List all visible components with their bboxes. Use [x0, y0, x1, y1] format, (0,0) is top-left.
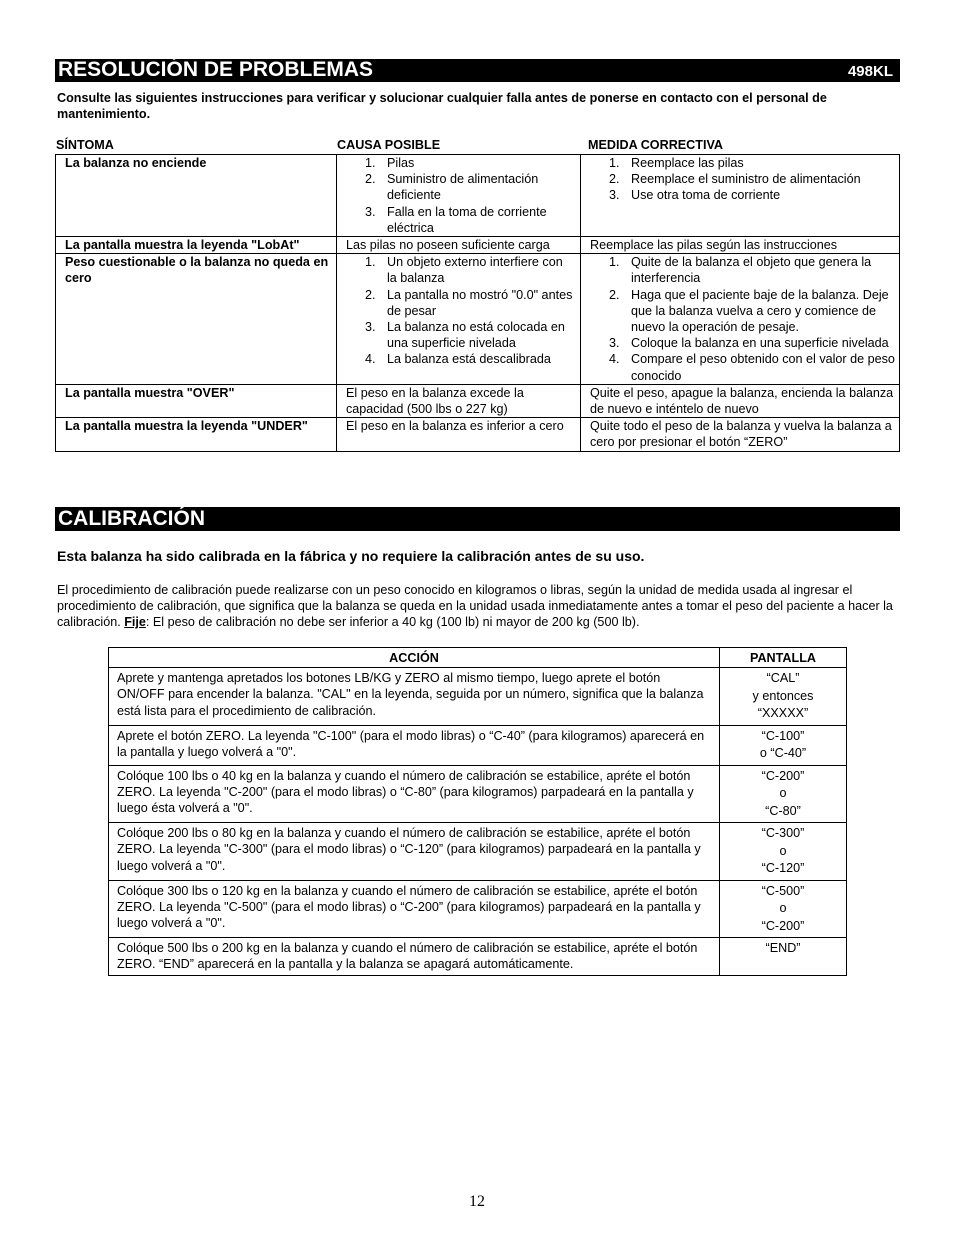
display-line: “C-200”	[761, 918, 805, 933]
column-header-fix: MEDIDA CORRECTIVA	[588, 138, 724, 152]
section-title: RESOLUCIÓN DE PROBLEMAS	[58, 58, 374, 81]
display-cell	[720, 938, 847, 975]
calibration-note: Esta balanza ha sido calibrada en la fábrica y no requiere la calibración antes de su uso.	[57, 548, 645, 564]
symptom-cell: La pantalla muestra "OVER"	[56, 384, 337, 417]
fix-cell: Quite el peso, apague la balanza, encienda la balanza de nuevo e inténtelo de nuevo	[581, 384, 900, 417]
display-line: “C-200”	[761, 768, 805, 783]
note-label: Fije	[124, 615, 146, 630]
fix-list	[590, 254, 895, 384]
display-line: o “C-40”	[759, 746, 807, 761]
table-header-row	[109, 648, 847, 668]
table-row	[109, 823, 847, 881]
display-line: “XXXXX”	[757, 706, 809, 721]
list-item: 1. Pilas	[379, 155, 576, 171]
symptom-cell: La pantalla muestra la leyenda "UNDER"	[56, 418, 337, 451]
calibration-table	[108, 647, 847, 976]
display-line: o	[779, 786, 787, 801]
page-number: 12	[469, 1193, 485, 1210]
action-cell: Colóque 300 lbs o 120 kg en la balanza y cuando el número de calibración se estabilice, apréte el botón ZERO. La leyenda "C-500" (para el modo libras) o “C-200” (para kilogramos) parpadeará en la pantalla y luego volverá a "0".	[109, 880, 720, 938]
action-cell: Aprete el botón ZERO. La leyenda "C-100" (para el modo libras) o “C-40” (para kilogramos) aparecerá en la pantalla y luego volverá a "0".	[109, 725, 720, 765]
table-row	[109, 880, 847, 938]
cause-cell	[337, 155, 581, 237]
list-item: 1. Quite de la balanza el objeto que genera la interferencia	[623, 254, 895, 286]
symptom-cell: Peso cuestionable o la balanza no queda en cero	[56, 254, 337, 385]
section-header-calibration	[55, 507, 900, 531]
list-item: 1. Un objeto externo interfiere con la balanza	[379, 254, 576, 286]
intro-text: Consulte las siguientes instrucciones para verificar y solucionar cualquier falla antes de ponerse en contacto con el personal de mantenimiento.	[57, 91, 827, 121]
display-cell	[720, 668, 847, 726]
paragraph-main: El procedimiento de calibración puede realizarse con un peso conocido en kilogramos o libras, según la unidad de medida usada al ingresar el procedimiento de calibración, que significa que la balanza se queda en la unidad usada inmediatamente antes a tomar el peso del paciente a hacer la calibración.	[57, 583, 893, 630]
list-item: 3. Coloque la balanza en una superficie nivelada	[623, 335, 895, 351]
column-header-cause: CAUSA POSIBLE	[337, 138, 441, 152]
paragraph-note: : El peso de calibración no debe ser inferior a 40 kg (100 lb) ni mayor de 200 kg (500 lb).	[145, 615, 640, 630]
table-row	[109, 765, 847, 823]
display-line: “C-80”	[765, 803, 801, 818]
fix-cell: Quite todo el peso de la balanza y vuelva la balanza a cero por presionar el botón “ZERO”	[581, 418, 900, 451]
list-item: 3. La balanza no está colocada en una superficie nivelada	[379, 319, 576, 351]
display-line: o	[779, 901, 787, 916]
list-item: 2. Suministro de alimentación deficiente	[379, 171, 576, 203]
fix-cell	[581, 254, 900, 385]
table-row	[56, 418, 900, 451]
display-line: “C-500”	[761, 883, 805, 898]
list-item: 3. Use otra toma de corriente	[623, 187, 895, 203]
table-row	[56, 155, 900, 237]
action-cell: Colóque 500 lbs o 200 kg en la balanza y cuando el número de calibración se estabilice, apréte el botón ZERO. “END” aparecerá en la pantalla y la balanza se apagará automáticamente.	[109, 938, 720, 975]
header-action: ACCIÓN	[109, 648, 720, 668]
cause-list	[346, 155, 576, 236]
cause-cell: Las pilas no poseen suficiente carga	[337, 237, 581, 254]
symptom-cell: La pantalla muestra la leyenda "LobAt"	[56, 237, 337, 254]
display-line: “C-120”	[761, 861, 805, 876]
fix-cell	[581, 155, 900, 237]
display-cell	[720, 765, 847, 823]
list-item: 3. Falla en la toma de corriente eléctrica	[379, 204, 576, 236]
cause-list	[346, 254, 576, 367]
display-cell	[720, 725, 847, 765]
troubleshooting-table	[55, 154, 900, 452]
display-line: “CAL”	[766, 671, 800, 686]
table-row	[109, 668, 847, 726]
list-item: 2. La pantalla no mostró "0.0" antes de pesar	[379, 287, 576, 319]
list-item: 2. Haga que el paciente baje de la balanza. Deje que la balanza vuelva a cero y comience de nuevo la operación de pesaje.	[623, 287, 895, 336]
display-cell	[720, 823, 847, 881]
column-header-symptom: SÍNTOMA	[56, 138, 114, 152]
display-line: o	[779, 843, 787, 858]
section-header-troubleshooting	[55, 59, 900, 82]
list-item: 1. Reemplace las pilas	[623, 155, 895, 171]
display-line: “C-300”	[761, 826, 805, 841]
symptom-cell: La balanza no enciende	[56, 155, 337, 237]
display-line: “END”	[765, 941, 801, 956]
display-line: y entonces	[752, 688, 814, 703]
action-cell: Aprete y mantenga apretados los botones LB/KG y ZERO al mismo tiempo, luego aprete el botón ON/OFF para encender la balanza. "CAL" en la leyenda, seguida por un número, significa que la balanza está lista para el procedimiento de calibración.	[109, 668, 720, 726]
cause-cell	[337, 254, 581, 385]
display-line: “C-100”	[761, 728, 805, 743]
list-item: 4. Compare el peso obtenido con el valor de peso conocido	[623, 351, 895, 383]
table-row	[109, 725, 847, 765]
action-cell: Colóque 100 lbs o 40 kg en la balanza y cuando el número de calibración se estabilice, apréte el botón ZERO. La leyenda "C-200" (para el modo libras) o “C-80” (para kilogramos) parpadeará en la pantalla y luego ésta volverá a "0".	[109, 765, 720, 823]
header-display: PANTALLA	[720, 648, 847, 668]
display-cell	[720, 880, 847, 938]
cause-cell: El peso en la balanza es inferior a cero	[337, 418, 581, 451]
action-cell: Colóque 200 lbs o 80 kg en la balanza y cuando el número de calibración se estabilice, apréte el botón ZERO. La leyenda "C-300" (para el modo libras) o “C-120” (para kilogramos) parpadeará en la pantalla y luego volverá a "0".	[109, 823, 720, 881]
calibration-paragraph	[57, 582, 902, 631]
section-title: CALIBRACIÓN	[58, 507, 205, 530]
fix-list	[590, 155, 895, 204]
table-row	[56, 254, 900, 385]
cause-cell: El peso en la balanza excede la capacidad (500 lbs o 227 kg)	[337, 384, 581, 417]
fix-cell: Reemplace las pilas según las instrucciones	[581, 237, 900, 254]
list-item: 4. La balanza está descalibrada	[379, 351, 576, 367]
table-row	[109, 938, 847, 975]
list-item: 2. Reemplace el suministro de alimentación	[623, 171, 895, 187]
table-row	[56, 384, 900, 417]
table-row	[56, 237, 900, 254]
model-number: 498KL	[847, 63, 893, 80]
